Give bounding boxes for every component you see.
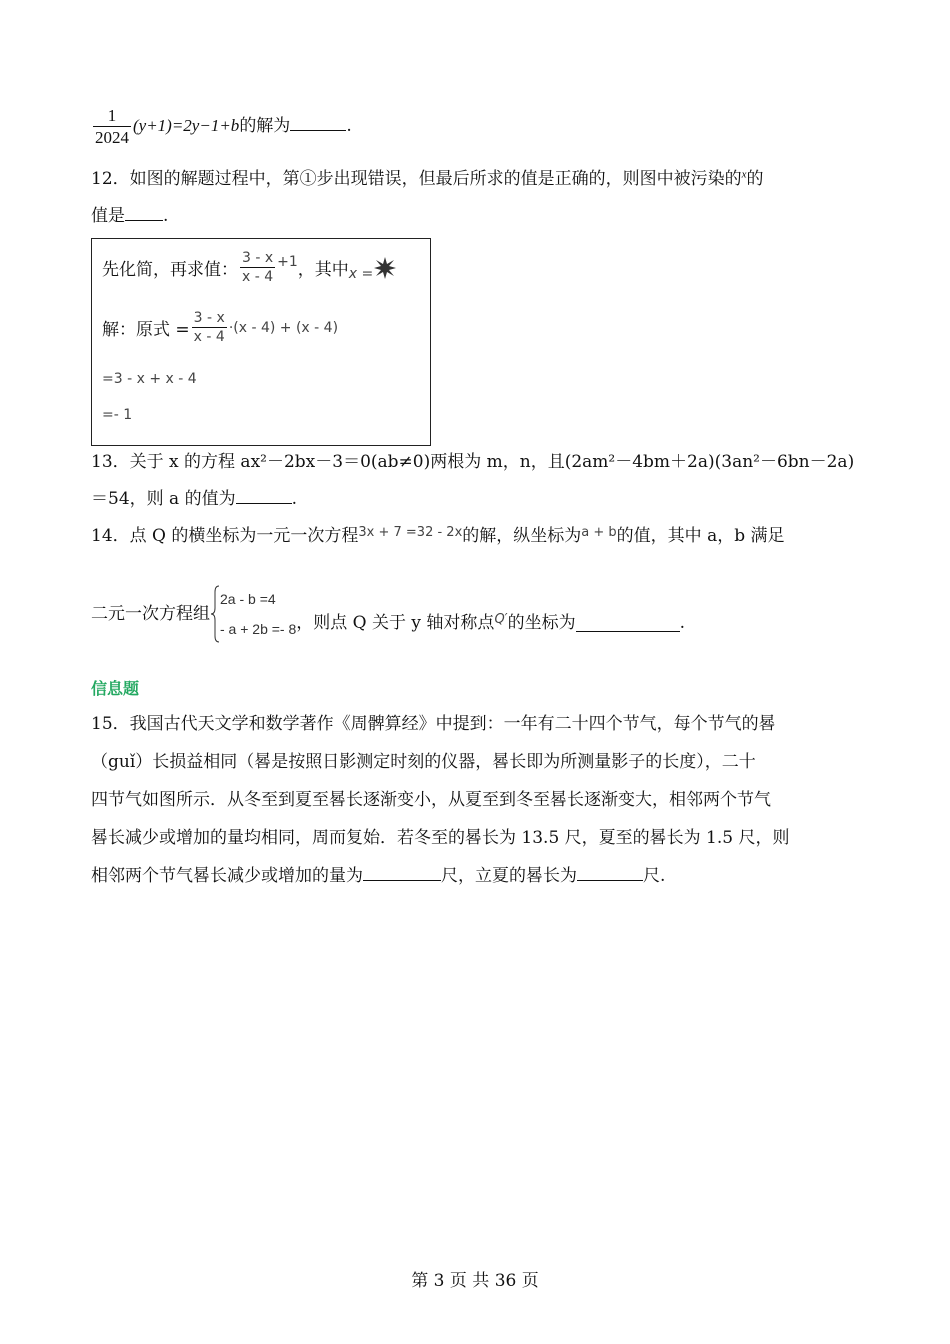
q13-line1: 13．关于 x 的方程 ax²－2bx－3＝0(ab≠0)两根为 m，n，且(2am²－4bm＋2a)(3an²－6bn－2a) [91,452,855,472]
answer-blank [125,204,163,221]
solution-box [91,238,431,446]
box-intro-line: 先化简，再求值： $\frac{3 - x}{x - 4}$ +1 ，其中 x = [102,251,396,284]
box-solution-line: 解：原式 = $\frac{3 - x}{x - 4}$ ·(x - 4) + (x - 4) [102,310,339,345]
left-brace-icon [210,584,220,644]
q12-line1: 12．如图的解题过程中，第①步出现错误，但最后所求的值是正确的，则图中被污染的$^x$的 [91,168,764,189]
q15-line1: 15．我国古代天文学和数学著作《周髀算经》中提到：一年有二十四个节气，每个节气的晷 [91,714,776,734]
q14-line2: 二元一次方程组 2a - b =4 - a + 2b =- 8 ，则点 Q 关于 y 轴对称点 Q′ 的坐标为 . [91,584,685,644]
answer-blank [577,864,643,881]
box-solution-fraction: $\frac{3 - x}{x - 4}$ [193,310,225,345]
answer-blank [290,114,346,131]
box-fraction: $\frac{3 - x}{x - 4}$ [242,250,274,285]
q15-line5: 相邻两个节气晷长减少或增加的量为 尺，立夏的晷长为 尺. [91,866,666,886]
stain-icon [374,257,396,279]
q13-line2: ＝54，则 a 的值为 . [91,489,297,509]
q11-line: $\frac{1}{2024}$ (y+1)=2y−1+b的解为 . [95,106,352,147]
box-step2: =3 - x + x - 4 [102,371,197,387]
answer-blank [236,487,292,504]
q15-line4: 晷长减少或增加的量均相同，周而复始．若冬至的晷长为 13.5 尺，夏至的晷长为 1.5 尺，则 [91,828,790,848]
equation-system: 2a - b =4 - a + 2b =- 8 [210,584,296,644]
q15-line2: （guǐ）长损益相同（晷是按照日影测定时刻的仪器，晷长即为所测量影子的长度），二十 [91,752,756,772]
box-step3: =- 1 [102,407,133,423]
q11-tail: 的解为 [239,116,291,136]
q11-fraction: $\frac{1}{2024}$ [95,106,129,147]
q15-line3: 四节气如图所示．从冬至到夏至晷长逐渐变小，从夏至到冬至晷长逐渐变大，相邻两个节气 [91,790,771,810]
answer-blank [363,864,441,881]
page-footer: 第 3 页 共 36 页 [411,1271,539,1291]
q12-line2: 值是 . [91,206,169,226]
answer-blank [576,615,680,632]
q11-expression: (y+1)=2y−1+b [133,116,240,135]
section-heading: 信息题 [91,679,140,698]
q14-line1: 14．点 Q 的横坐标为一元一次方程$^{3x + 7 =32 - 2x}$的解，纵坐标为$^{a + b}$的值，其中 a，b 满足 [91,525,785,546]
